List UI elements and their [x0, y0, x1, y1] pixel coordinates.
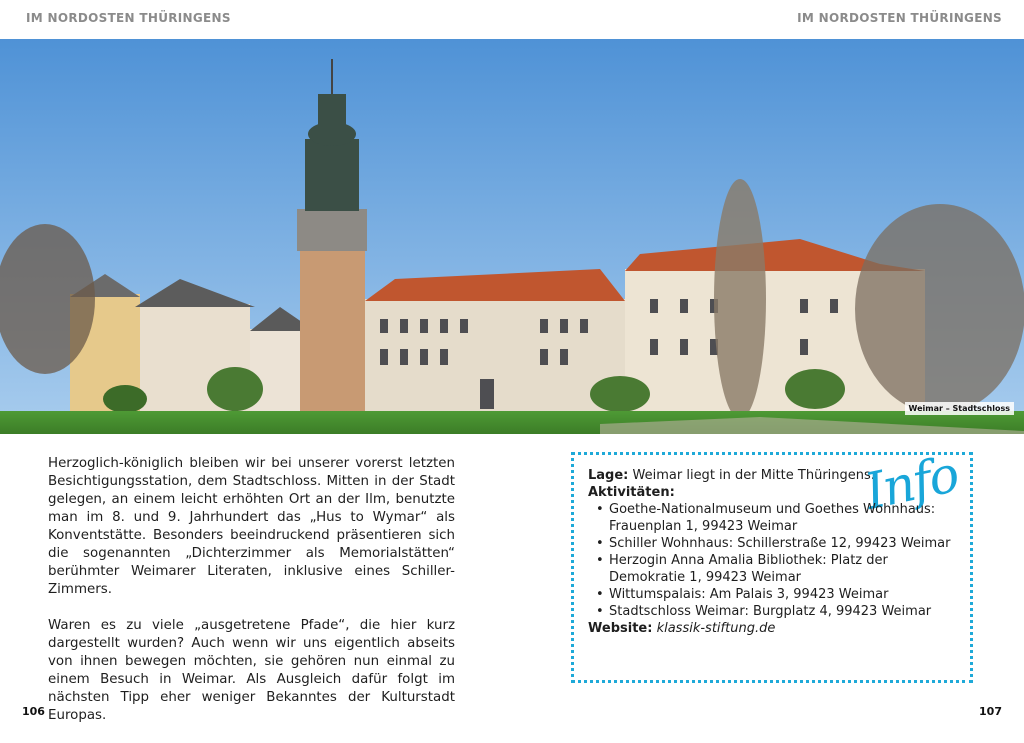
- stadtschloss-photo: [0, 39, 1024, 434]
- website-line: [588, 620, 956, 637]
- lage-label: Lage:: [588, 468, 629, 483]
- website-link[interactable]: klassik-stiftung.de: [656, 621, 776, 636]
- running-header-left: IM NORDOSTEN THÜRINGENS: [26, 11, 231, 25]
- list-item: • Stadtschloss Weimar: Burgplatz 4, 99423 Weimar: [588, 603, 956, 620]
- running-header-right: IM NORDOSTEN THÜRINGENS: [797, 11, 1002, 25]
- page-number-left: 106: [22, 705, 45, 718]
- paragraph: Herzoglich-königlich bleiben wir bei unserer vorerst letzten Besichtigungsstation, dem Stadtschloss. Mitten in der Stadt gelegen, an einem leicht erhöhten Ort an der Ilm, benutzte man im 8. und 9. Jahrhundert das „Hus to Wymar“ als Konventstätte. Besonders beeindruckend präsentieren sich die sogenannten „Dichterzimmer als Memorialstätten“ berühmter Weimarer Literaten, inklusive eines Schiller-Zimmers.: [48, 456, 455, 597]
- aktivitaeten-label: Aktivitäten:: [588, 485, 675, 500]
- main-text: [48, 455, 455, 743]
- paragraph: Waren es zu viele „ausgetretene Pfade“, die hier kurz dargestellt wurden? Auch wenn wir uns eigentlich abseits von ihnen bewegen möchten, sie gehören nun einmal zu einem Besuch in Weimar. Als Ausgleich dafür folgt im nächsten Tipp eher weniger Bekanntes der Kulturstadt Europas.: [48, 618, 455, 723]
- list-item: • Wittumspalais: Am Palais 3, 99423 Weimar: [588, 586, 956, 603]
- info-badge: Info: [860, 445, 963, 521]
- list-item: • Herzogin Anna Amalia Bibliothek: Platz der Demokratie 1, 99423 Weimar: [588, 552, 956, 586]
- website-label: Website:: [588, 621, 653, 636]
- lage-text: Weimar liegt in der Mitte Thüringens.: [632, 468, 875, 483]
- photo-caption: Weimar – Stadtschloss: [905, 402, 1014, 415]
- page-number-right: 107: [979, 705, 1002, 718]
- list-item: • Schiller Wohnhaus: Schillerstraße 12, 99423 Weimar: [588, 535, 956, 552]
- info-box: [571, 445, 973, 683]
- list-item: • Goethe-Nationalmuseum und Goethes Wohnhaus: Frauenplan 1, 99423 Weimar: [588, 501, 956, 535]
- aktivitaeten-list: [588, 501, 956, 620]
